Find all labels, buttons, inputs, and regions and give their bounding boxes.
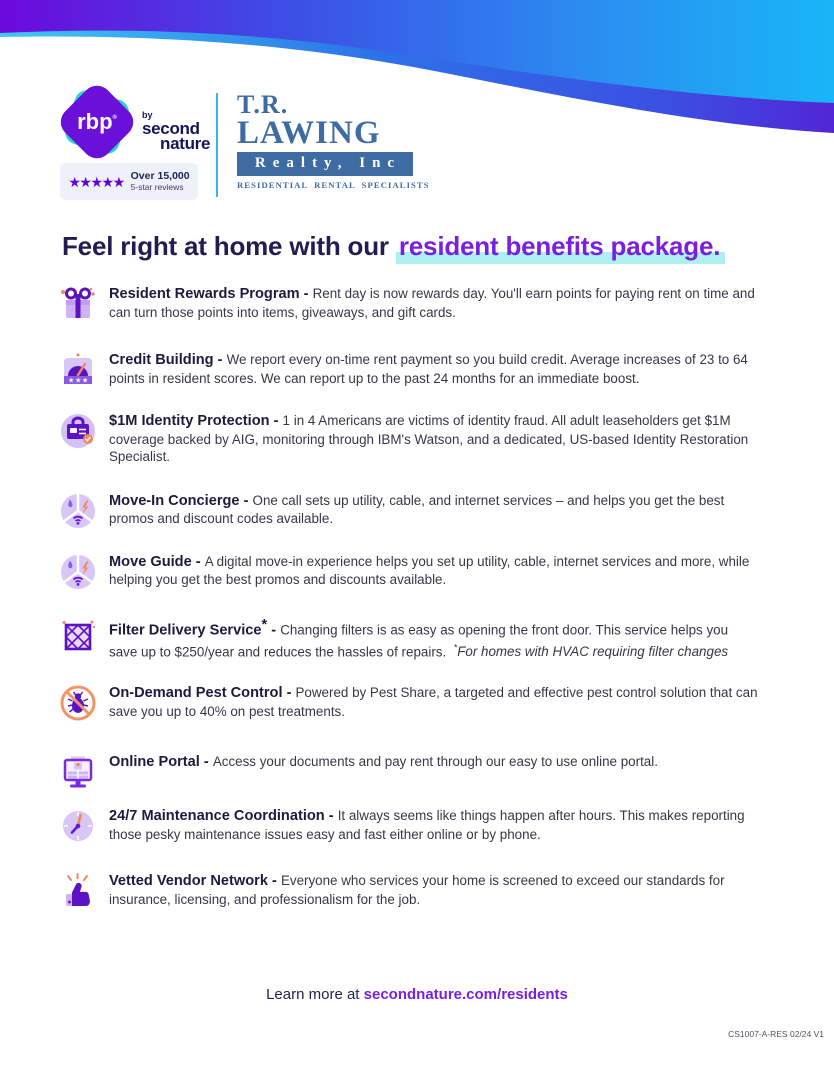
tr-lawing-logo bbox=[237, 90, 430, 190]
header-logos bbox=[60, 85, 210, 200]
benefit-desc: We report every on-time rent payment so you build credit. Average increases of 23 to 64 points in resident scores. We can report up to the past 24 months for an immediate boost. bbox=[109, 352, 748, 386]
benefit-footnote: *For homes with HVAC requiring filter changes bbox=[453, 642, 729, 660]
benefit-desc: Powered by Pest Share, a targeted and effective pest control solution that can save you up to 40% on pest treatments. bbox=[109, 684, 758, 719]
rbp-wordmark: rbp bbox=[77, 109, 113, 134]
benefit-desc: 1 in 4 Americans are victims of identity fraud. All adult leaseholders get $1M coverage backed by AIG, monitoring through IBM's Watson, and a dedicated, US-based Identity Restoration Specialist. bbox=[109, 413, 749, 465]
tr-lawing-realty-bar: Realty, Inc bbox=[237, 152, 413, 176]
benefit-title: $1M Identity Protection bbox=[109, 413, 270, 429]
second-nature-word2: nature bbox=[160, 134, 211, 153]
thumbs-up-icon bbox=[58, 871, 98, 911]
benefit-row-credit-building: ★ ★ ★ Credit Building - We report every on-time rent payment so you build credit. Average increases of 23 to 64 points in resident scores. We can report up to the past 24 months for an immediate boost. bbox=[58, 350, 758, 390]
second-nature-logo bbox=[142, 92, 210, 152]
footnote-marker: * bbox=[261, 616, 268, 633]
document-code: CS1007-A-RES 02/24 V1 bbox=[728, 1029, 824, 1039]
reviews-badge bbox=[60, 163, 198, 200]
benefit-title: Resident Rewards Program bbox=[109, 286, 300, 302]
benefit-desc: One call sets up utility, cable, and internet services – and helps you get the best promos and discount codes available. bbox=[109, 492, 725, 527]
reviews-count: Over 15,000 bbox=[130, 169, 190, 182]
benefit-title: 24/7 Maintenance Coordination bbox=[109, 807, 325, 824]
five-star-rating-icon: ★★★★★ bbox=[68, 173, 124, 190]
rbp-logo-icon bbox=[60, 85, 134, 159]
footer-prefix: Learn more at bbox=[266, 986, 364, 1003]
benefit-title: Online Portal bbox=[109, 753, 200, 770]
benefit-desc: A digital move-in experience helps you set up utility, cable, internet services and more, while helping you get the best promos and discounts available. bbox=[109, 553, 750, 588]
benefit-desc: Rent day is now rewards day. You'll earn points for paying rent on time and can turn those points into items, giveaways, and gift cards. bbox=[109, 286, 755, 320]
benefit-desc: Changing filters is as easy as opening the front door. This service helps you save up to $250/year and reduces the hassles of repairs. bbox=[109, 622, 729, 660]
filter-icon bbox=[58, 616, 98, 656]
rbp-brand-block bbox=[60, 85, 210, 200]
registered-mark: ® bbox=[112, 115, 117, 121]
footer bbox=[0, 986, 834, 1003]
tr-lawing-initials: T.R. bbox=[237, 90, 289, 119]
reviews-caption: 5-star reviews bbox=[130, 181, 184, 192]
gift-icon bbox=[58, 284, 98, 324]
rbp-logo bbox=[60, 85, 210, 159]
id-card-icon bbox=[58, 411, 98, 451]
benefit-desc: Everyone who services your home is screened to exceed our standards for insurance, licensing, and professionalism for the job. bbox=[109, 872, 725, 907]
utilities-pie-icon bbox=[58, 491, 98, 531]
benefit-title: Move-In Concierge bbox=[109, 492, 240, 509]
benefit-desc: It always seems like things happen after hours. This makes reporting those pesky maintenance issues easy and fast either online or by phone. bbox=[109, 807, 745, 842]
benefit-row-resident-rewards: Resident Rewards Program - Rent day is now rewards day. You'll earn points for paying rent on time and can turn those points into items, giveaways, and gift cards. bbox=[58, 284, 758, 324]
benefit-row-move-guide: Move Guide - A digital move-in experience helps you set up utility, cable, internet services and more, while helping you get the best promos and discounts available. bbox=[58, 552, 758, 592]
benefit-title: Credit Building bbox=[109, 352, 214, 368]
clock-icon bbox=[58, 806, 98, 846]
benefit-row-online-portal: Online Portal - Access your documents and pay rent through our easy to use online portal. bbox=[58, 752, 758, 792]
benefit-desc: Access your documents and pay rent through our easy to use online portal. bbox=[212, 753, 658, 769]
benefit-title: Vetted Vendor Network bbox=[109, 872, 268, 889]
svg-text:★: ★ bbox=[68, 377, 75, 385]
benefit-title: Move Guide bbox=[109, 553, 192, 570]
tr-lawing-name: LAWING bbox=[237, 115, 381, 151]
benefit-title: On-Demand Pest Control bbox=[109, 684, 283, 701]
secondnature-residents-link[interactable]: secondnature.com/residents bbox=[363, 986, 568, 1003]
benefit-row-filter-delivery: Filter Delivery Service* - Changing filters is as easy as opening the front door. This service helps you save up to $250/year and reduces the hassles of repairs. *For homes with HVAC requiring filter changes bbox=[58, 616, 758, 661]
benefits-list bbox=[58, 284, 758, 911]
pest-control-icon bbox=[58, 683, 98, 723]
logo-divider bbox=[216, 93, 218, 197]
title-highlight: resident benefits package. bbox=[396, 231, 725, 264]
by-label: by bbox=[142, 110, 153, 120]
benefit-row-pest-control: On-Demand Pest Control - Powered by Pest Share, a targeted and effective pest control solution that can save you up to 40% on pest treatments. bbox=[58, 683, 758, 723]
online-portal-icon bbox=[58, 752, 98, 792]
svg-text:★: ★ bbox=[82, 377, 89, 385]
page-title bbox=[62, 231, 725, 262]
benefit-row-vendor-network: Vetted Vendor Network - Everyone who services your home is screened to exceed our standards for insurance, licensing, and professionalism for the job. bbox=[58, 871, 758, 911]
benefit-row-maintenance: 24/7 Maintenance Coordination - It always seems like things happen after hours. This makes reporting those pesky maintenance issues easy and fast either online or by phone. bbox=[58, 806, 758, 846]
benefit-row-move-in-concierge: Move-In Concierge - One call sets up utility, cable, and internet services – and helps you get the best promos and discount codes available. bbox=[58, 491, 758, 531]
benefit-title: Filter Delivery Service bbox=[109, 622, 262, 639]
title-prefix: Feel right at home with our bbox=[62, 231, 396, 261]
svg-text:★: ★ bbox=[75, 377, 82, 385]
second-nature-word1: second bbox=[142, 119, 200, 138]
credit-gauge-icon bbox=[58, 350, 98, 390]
benefit-row-identity-protection: $1M Identity Protection - 1 in 4 Americans are victims of identity fraud. All adult leaseholders get $1M coverage backed by AIG, monitoring through IBM's Watson, and a dedicated, US-based Identity Restoration Specialist. bbox=[58, 411, 758, 466]
tr-lawing-tagline: RESIDENTIAL RENTAL SPECIALISTS bbox=[237, 180, 430, 190]
utilities-pie-icon bbox=[58, 552, 98, 592]
